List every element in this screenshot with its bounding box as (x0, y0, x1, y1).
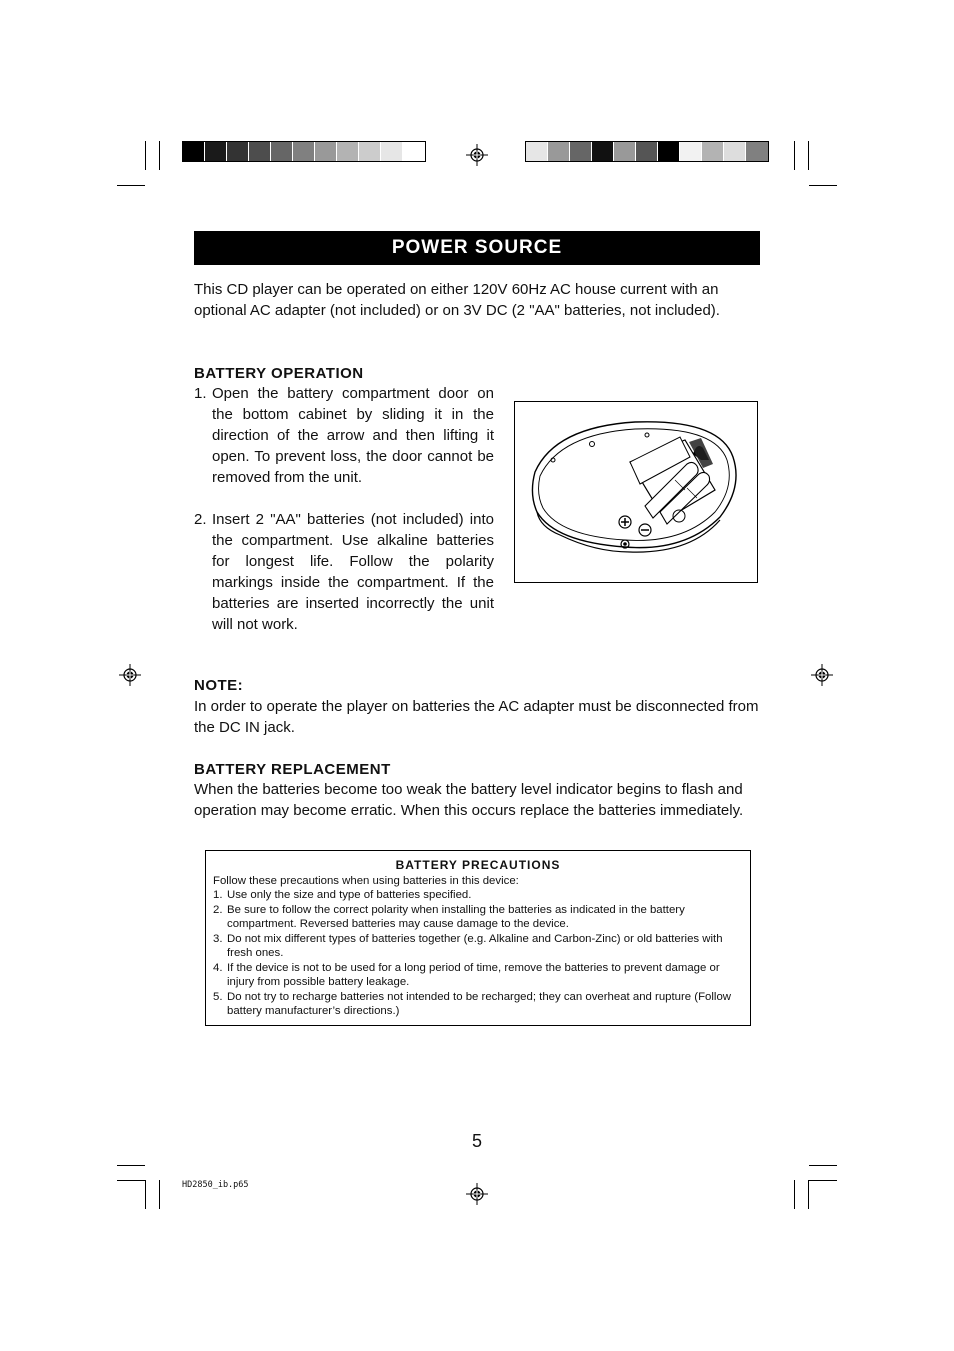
color-swatch (702, 142, 724, 161)
color-swatch (293, 142, 315, 161)
registration-mark-icon (119, 664, 141, 686)
battery-replacement-heading: BATTERY REPLACEMENT (194, 761, 391, 778)
precautions-title: BATTERY PRECAUTIONS (395, 858, 561, 872)
item-text: Use only the size and type of batteries specified. (227, 889, 472, 901)
color-swatch (205, 142, 227, 161)
item-text: Be sure to follow the correct polarity when installing the batteries as indicated in the battery compartment. Reversed batteries may cause damage to the device. (227, 903, 685, 930)
step-number: 1. (194, 385, 207, 402)
battery-operation-heading: BATTERY OPERATION (194, 365, 364, 382)
battery-precautions-box (205, 850, 751, 1026)
note-heading: NOTE: (194, 677, 244, 694)
color-swatch (315, 142, 337, 161)
battery-compartment-illustration (514, 401, 758, 583)
list-item (213, 961, 743, 990)
file-name: HD2850_ib.p65 (182, 1180, 249, 1190)
item-number: 3. (213, 932, 223, 945)
intro-paragraph: This CD player can be operated on either 120V 60Hz AC house current with an optional AC adapter (not included) or on 3V DC (2 "AA" batteries, not included). (194, 281, 720, 319)
registration-mark-icon (811, 664, 833, 686)
color-swatch (526, 142, 548, 161)
list-item (213, 903, 743, 932)
color-bar-left (182, 141, 426, 162)
color-swatch (548, 142, 570, 161)
color-swatch (570, 142, 592, 161)
color-swatch (183, 142, 205, 161)
color-swatch (636, 142, 658, 161)
item-number: 4. (213, 961, 223, 974)
color-swatch (746, 142, 768, 161)
battery-replacement-text: When the batteries become too weak the battery level indicator begins to flash and operation may become erratic. When this occurs replace the batteries immediately. (194, 781, 744, 819)
list-item (213, 888, 743, 903)
step-number: 2. (194, 511, 207, 528)
item-text: If the device is not to be used for a long period of time, remove the batteries to prevent damage or injury from possible battery leakage. (227, 961, 720, 988)
color-bar-right (525, 141, 769, 162)
item-number: 5. (213, 990, 223, 1003)
registration-mark-icon (466, 144, 488, 166)
color-swatch (403, 142, 425, 161)
list-item (213, 932, 743, 961)
page-number: 5 (471, 1131, 482, 1151)
list-item (213, 990, 743, 1019)
note-text: In order to operate the player on batteries the AC adapter must be disconnected from the DC IN jack. (194, 698, 759, 736)
color-swatch (271, 142, 293, 161)
item-text: Do not try to recharge batteries not intended to be recharged; they can overheat and rupture (Follow battery manufacturer’s directions.) (227, 990, 732, 1017)
color-swatch (249, 142, 271, 161)
item-number: 2. (213, 903, 223, 916)
color-swatch (724, 142, 746, 161)
step-text: Open the battery compartment door on the bottom cabinet by sliding it in the direction of the arrow and then lifting it open. To prevent loss, the door cannot be removed from the unit. (212, 385, 494, 486)
color-swatch (359, 142, 381, 161)
registration-mark-icon (466, 1183, 488, 1205)
color-swatch (337, 142, 359, 161)
color-swatch (381, 142, 403, 161)
color-swatch (592, 142, 614, 161)
page-title: POWER SOURCE (194, 231, 760, 265)
color-swatch (680, 142, 702, 161)
list-item (194, 383, 494, 488)
item-text: Do not mix different types of batteries together (e.g. Alkaline and Carbon-Zinc) or old batteries with fresh ones. (227, 932, 723, 959)
cd-player-bottom-icon (515, 402, 757, 582)
list-item (194, 509, 494, 635)
battery-operation-steps (194, 383, 494, 656)
color-swatch (614, 142, 636, 161)
item-number: 1. (213, 889, 223, 901)
color-swatch (227, 142, 249, 161)
color-swatch (658, 142, 680, 161)
step-text: Insert 2 "AA" batteries (not included) into the compartment. Use alkaline batteries for longest life. Follow the polarity markings inside the compartment. If the batteries are inserted incorrectly the unit will not work. (212, 511, 494, 633)
precautions-intro: Follow these precautions when using batteries in this device: (213, 874, 519, 887)
